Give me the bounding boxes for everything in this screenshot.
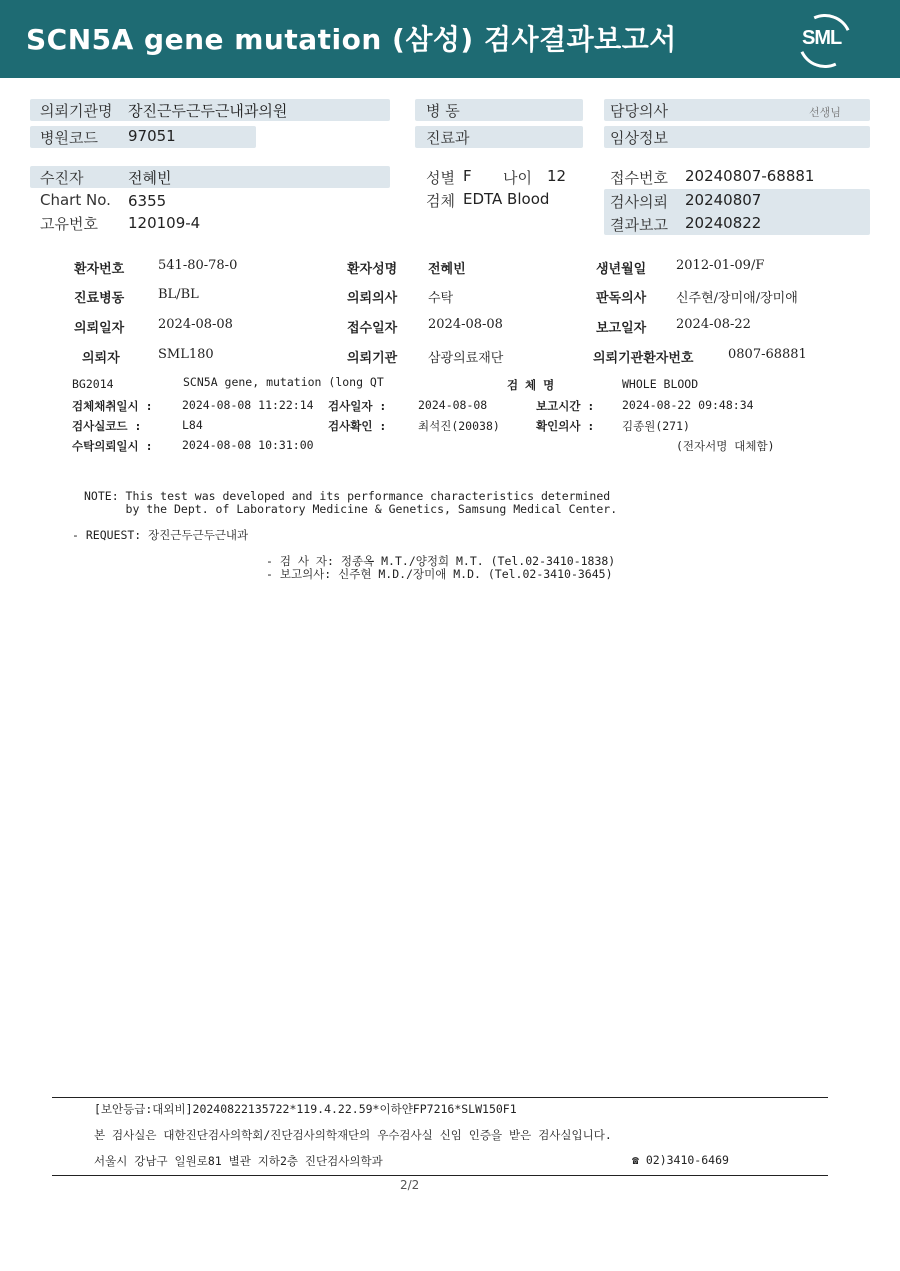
report-time-value: 2024-08-22 09:48:34	[622, 398, 754, 412]
note-line-1: NOTE: This test was developed and its performance characteristics determined	[84, 489, 611, 503]
unique-label: 고유번호	[40, 215, 98, 233]
address-line: 서울시 강남구 일원로81 별관 지하2층 진단검사의학과	[94, 1154, 383, 1168]
detail-label: 의뢰의사	[347, 291, 398, 306]
room-value: L84	[182, 418, 203, 432]
doctor-suffix: 선생님	[809, 106, 841, 119]
specimen-name-label: 검 체 명	[507, 378, 555, 392]
chart-value: 6355	[128, 192, 167, 210]
footer-top-rule	[52, 1097, 828, 1098]
report-header	[0, 0, 900, 78]
logo-text: SML	[802, 27, 842, 49]
page-number: 2/2	[400, 1178, 420, 1192]
detail-label: 의뢰기관환자번호	[593, 351, 694, 366]
room-label: 검사실코드 :	[72, 419, 142, 433]
specimen-label: 검체	[426, 192, 455, 210]
detail-label: 판독의사	[596, 291, 647, 306]
detail-label: 보고일자	[596, 321, 647, 336]
detail-label: 의뢰기관	[347, 351, 398, 366]
request-line: - REQUEST: 장진근두근두근내과	[72, 528, 249, 542]
detail-label: 접수일자	[347, 321, 398, 336]
detail-value: 수탁	[428, 291, 454, 306]
confirm-doc-value: 김종원(271)	[622, 419, 690, 433]
report-label: 결과보고	[610, 216, 668, 234]
chart-label: Chart No.	[40, 191, 111, 209]
confirm-label: 검사확인 :	[328, 419, 387, 433]
confirm-value: 최석진(20038)	[418, 419, 500, 433]
hospital-code-value: 97051	[128, 127, 176, 145]
patient-label: 수진자	[40, 169, 84, 187]
test-date-value: 2024-08-08	[418, 398, 488, 412]
test-name: SCN5A gene, mutation (long QT	[183, 375, 384, 389]
sml-logo	[796, 12, 852, 66]
detail-value: SML180	[158, 347, 214, 362]
report-time-label: 보고시간 :	[536, 399, 595, 413]
request-value: 20240807	[685, 191, 762, 209]
test-code: BG2014	[72, 377, 114, 391]
clinical-label: 임상정보	[610, 129, 668, 147]
sex-label: 성별	[426, 169, 455, 187]
hospital-code-label: 병원코드	[40, 129, 98, 147]
outsource-label: 수탁의뢰일시 :	[72, 439, 153, 453]
detail-label: 진료병동	[74, 291, 125, 306]
confirm-doc-label: 확인의사 :	[536, 419, 595, 433]
age-label: 나이	[503, 169, 532, 187]
detail-value: BL/BL	[158, 287, 199, 302]
outsource-value: 2024-08-08 10:31:00	[182, 438, 314, 452]
report-title: SCN5A gene mutation (삼성) 검사결과보고서	[26, 23, 677, 56]
doctor-label: 담당의사	[610, 102, 668, 120]
detail-value: 전혜빈	[428, 262, 466, 277]
detail-label: 환자번호	[74, 262, 125, 277]
institution-value: 장진근두근두근내과의원	[128, 102, 288, 120]
detail-value: 2024-08-22	[676, 317, 751, 332]
patient-value: 전혜빈	[128, 169, 172, 187]
detail-value: 2024-08-08	[428, 317, 503, 332]
detail-value: 2024-08-08	[158, 317, 233, 332]
collect-label: 검체채취일시 :	[72, 399, 153, 413]
detail-label: 의뢰자	[82, 351, 120, 366]
footer-bottom-rule	[52, 1175, 828, 1176]
detail-value: 신주현/장미애/장미애	[676, 291, 798, 306]
detail-value: 삼광의료재단	[428, 351, 504, 366]
receipt-value: 20240807-68881	[685, 167, 815, 185]
detail-value: 0807-68881	[728, 347, 807, 362]
specimen-value: EDTA Blood	[463, 190, 550, 208]
patient-box	[30, 166, 390, 188]
age-value: 12	[547, 167, 567, 185]
specimen-name-value: WHOLE BLOOD	[622, 377, 699, 391]
unique-value: 120109-4	[128, 214, 201, 232]
note-line-2: by the Dept. of Laboratory Medicine & Genetics, Samsung Medical Center.	[84, 502, 618, 516]
certification-line: 본 검사실은 대한진단검사의학회/진단검사의학재단의 우수검사실 신임 인증을 받은 검사실입니다.	[94, 1128, 612, 1142]
security-line: [보안등급:대외비]20240822135722*119.4.22.59*이하얀FP7216*SLW150F1	[94, 1102, 517, 1116]
tester-line: - 검 사 자: 정종옥 M.T./양정희 M.T. (Tel.02-3410-1838)	[266, 554, 616, 568]
collect-value: 2024-08-08 11:22:14	[182, 398, 314, 412]
detail-value: 541-80-78-0	[158, 258, 238, 273]
detail-label: 생년월일	[596, 262, 647, 277]
reporter-line: - 보고의사: 신주현 M.D./장미애 M.D. (Tel.02-3410-3645)	[266, 567, 613, 581]
detail-value: 2012-01-09/F	[676, 258, 765, 273]
report-value: 20240822	[685, 214, 762, 232]
receipt-label: 접수번호	[610, 169, 668, 187]
department-label: 진료과	[426, 129, 470, 147]
phone-line: ☎ 02)3410-6469	[632, 1153, 729, 1167]
esign-note: (전자서명 대체함)	[676, 439, 775, 453]
sex-value: F	[463, 167, 472, 185]
ward-label: 병 동	[426, 102, 460, 120]
test-date-label: 검사일자 :	[328, 399, 387, 413]
detail-label: 의뢰일자	[74, 321, 125, 336]
detail-label: 환자성명	[347, 262, 398, 277]
request-label: 검사의뢰	[610, 193, 668, 211]
institution-label: 의뢰기관명	[40, 102, 113, 120]
